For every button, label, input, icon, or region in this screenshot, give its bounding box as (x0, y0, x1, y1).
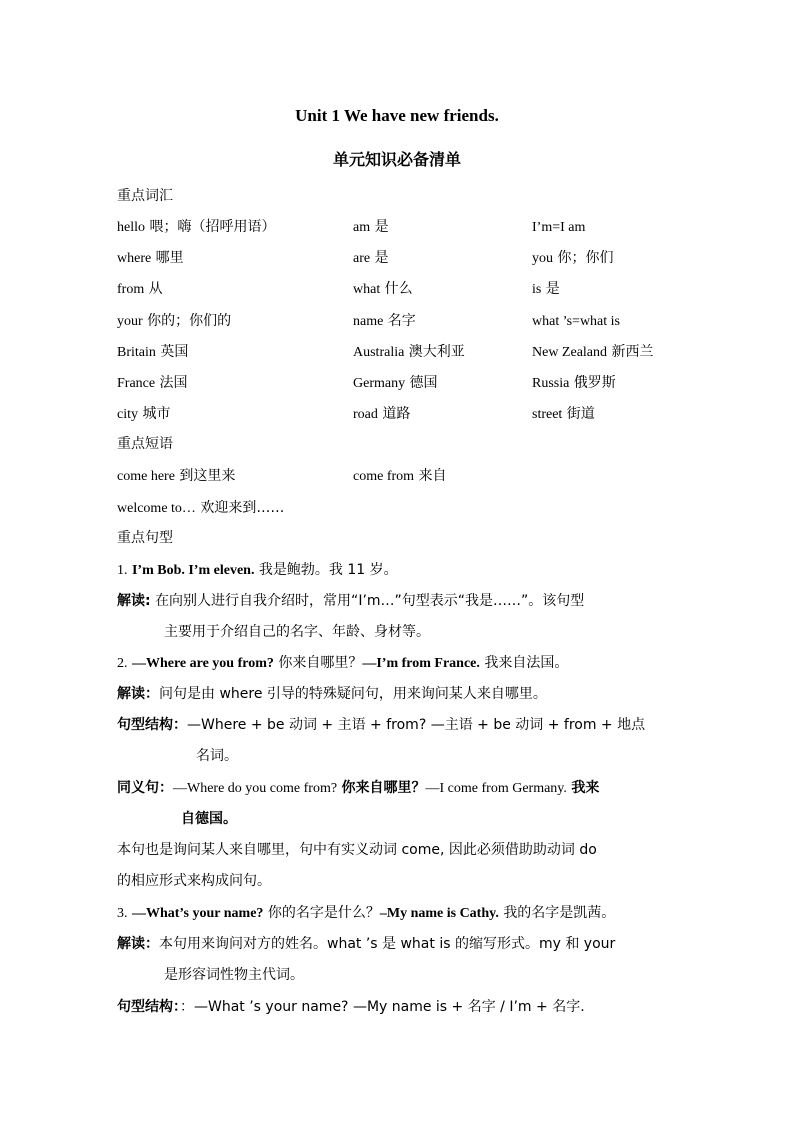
sentence-1-number: 1. (117, 563, 128, 578)
phrase-chinese: 到这里来 (179, 468, 236, 484)
sentence-3-explanation (117, 934, 615, 954)
vocab-chinese: 喂；嗨（招呼用语） (149, 219, 276, 235)
vocab-chinese: 是 (374, 250, 389, 266)
vocab-chinese: 英国 (160, 344, 189, 360)
phrase-chinese: 来自 (418, 468, 447, 484)
sentence-2-synonym-cont: 自德国。 (181, 811, 237, 827)
phrase-english: welcome to… (117, 501, 196, 516)
vocab-english: Germany (353, 376, 406, 391)
vocab-chinese: 道路 (382, 406, 411, 422)
vocab-item (353, 311, 416, 332)
sentence-1-chinese: 我是鲍勃。我 11 岁。 (258, 562, 398, 578)
phrase-english: come here (117, 469, 175, 484)
vocab-english: what ’s=what is (532, 314, 620, 329)
sentence-2-chinese-answer: 我来自法国。 (484, 655, 569, 671)
vocab-item (353, 217, 389, 238)
sentence-3-number: 3. (117, 906, 128, 921)
sentence-3-chinese-question: 你的名字是什么？ (267, 905, 380, 921)
vocab-chinese: 哪里 (155, 250, 184, 266)
vocab-english: are (353, 251, 371, 266)
phrase-item (117, 466, 235, 487)
vocab-chinese: 德国 (409, 375, 438, 391)
phrase-english: come from (353, 469, 415, 484)
vocab-chinese: 你的；你们的 (147, 313, 232, 329)
vocab-english: from (117, 282, 145, 297)
structure-label: 句型结构： (117, 999, 180, 1015)
phrase-item (353, 466, 446, 487)
vocab-item (353, 404, 410, 425)
sentence-heading: 重点句型 (117, 530, 173, 546)
phrase-chinese: 欢迎来到…… (200, 500, 285, 516)
sentence-2-english-question: —Where are you from? (131, 656, 274, 671)
structure-text: ：—What ’s your name? —My name is + 名字 / I’m + 名字. (180, 999, 585, 1015)
vocab-chinese: 你；你们 (557, 250, 614, 266)
vocab-english: I’m=I am (532, 220, 586, 235)
sentence-2-number: 2. (117, 656, 128, 671)
vocab-item (353, 342, 465, 363)
vocab-item (353, 248, 389, 269)
explanation-text: 问句是由 where 引导的特殊疑问句，用来询问某人来自哪里。 (159, 686, 547, 702)
sentence-1 (117, 560, 398, 581)
vocab-item (117, 311, 231, 332)
sentence-3 (117, 903, 615, 924)
vocab-english: where (117, 251, 152, 266)
vocab-item (353, 373, 438, 394)
phrase-heading: 重点短语 (117, 436, 173, 452)
sentence-2-note: 本句也是询问某人来自哪里，句中有实义动词 come, 因此必须借助助动词 do (117, 842, 597, 858)
vocab-chinese: 澳大利亚 (408, 344, 465, 360)
document-title: Unit 1 We have new friends. (295, 106, 499, 125)
vocab-item (117, 217, 275, 238)
vocab-item (532, 248, 613, 269)
vocab-item (117, 342, 188, 363)
vocab-english: you (532, 251, 553, 266)
vocab-item (117, 404, 170, 425)
sentence-2-explanation (117, 684, 547, 704)
vocab-item (532, 217, 585, 238)
vocab-item (532, 342, 653, 363)
sentence-2-note-cont: 的相应形式来构成问句。 (117, 873, 271, 889)
sentence-2-english-answer: —I’m from France. (362, 656, 480, 671)
sentence-2-synonym (117, 778, 599, 799)
sentence-3-english-question: —What’s your name? (131, 906, 264, 921)
sentence-3-english-answer: –My name is Cathy. (379, 906, 499, 921)
vocab-item (532, 311, 620, 332)
vocab-chinese: 俄罗斯 (573, 375, 616, 391)
vocab-english: Britain (117, 345, 156, 360)
vocab-english: name (353, 314, 384, 329)
sentence-1-explanation (117, 591, 584, 611)
sentence-2-chinese-question: 你来自哪里？ (278, 655, 363, 671)
synonym-english-answer: —I come from Germany. (425, 781, 567, 796)
vocab-english: Australia (353, 345, 405, 360)
vocab-english: city (117, 407, 138, 422)
vocab-chinese: 法国 (159, 375, 188, 391)
synonym-chinese-answer: 我来 (571, 780, 600, 796)
vocab-chinese: 城市 (142, 406, 171, 422)
sentence-1-explanation-cont: 主要用于介绍自己的名字、年龄、身材等。 (164, 624, 430, 640)
vocab-english: New Zealand (532, 345, 608, 360)
explanation-text: 本句用来询问对方的姓名。what ’s 是 what is 的缩写形式。my 和 your (159, 936, 616, 952)
vocab-chinese: 是 (545, 281, 560, 297)
vocab-chinese: 名字 (387, 313, 416, 329)
vocab-english: hello (117, 220, 145, 235)
explanation-label: 解读： (117, 936, 159, 952)
structure-text: —Where + be 动词 + 主语 + from? —主语 + be 动词 + from + 地点 (187, 717, 646, 733)
synonym-label: 同义句： (117, 780, 173, 796)
sentence-3-structure (117, 997, 585, 1017)
vocab-english: France (117, 376, 156, 391)
phrase-item (117, 498, 284, 519)
vocab-english: road (353, 407, 378, 422)
sentence-2-structure (117, 715, 645, 735)
explanation-label: 解读： (117, 686, 159, 702)
synonym-chinese-question: 你来自哪里？ (341, 780, 426, 796)
vocab-english: am (353, 220, 371, 235)
vocab-english: is (532, 282, 542, 297)
structure-label: 句型结构： (117, 717, 187, 733)
explanation-text: 在向别人进行自我介绍时，常用“I’m…”句型表示“我是……”。该句型 (155, 593, 585, 609)
sentence-2-structure-cont: 名词。 (196, 748, 238, 764)
vocab-chinese: 新西兰 (611, 344, 654, 360)
vocab-item (117, 279, 163, 300)
vocab-item (532, 279, 560, 300)
sentence-1-english: I’m Bob. I’m eleven. (131, 563, 255, 578)
vocab-english: street (532, 407, 563, 422)
sentence-3-chinese-answer: 我的名字是凯茜。 (503, 905, 616, 921)
vocab-chinese: 街道 (566, 406, 595, 422)
vocab-english: your (117, 314, 143, 329)
vocab-item (117, 248, 184, 269)
vocab-item (353, 279, 413, 300)
vocab-item (532, 373, 616, 394)
explanation-label: 解读: (117, 593, 151, 609)
vocab-chinese: 什么 (384, 281, 413, 297)
sentence-2 (117, 653, 568, 674)
vocab-chinese: 从 (148, 281, 163, 297)
synonym-english-question: —Where do you come from? (173, 781, 338, 796)
vocab-item (117, 373, 188, 394)
vocab-chinese: 是 (374, 219, 389, 235)
vocab-item (532, 404, 595, 425)
vocab-heading: 重点词汇 (117, 188, 173, 204)
sentence-3-explanation-cont: 是形容词性物主代词。 (164, 967, 304, 983)
vocab-english: what (353, 282, 381, 297)
vocab-english: Russia (532, 376, 570, 391)
document-subtitle: 单元知识必备清单 (332, 150, 461, 169)
